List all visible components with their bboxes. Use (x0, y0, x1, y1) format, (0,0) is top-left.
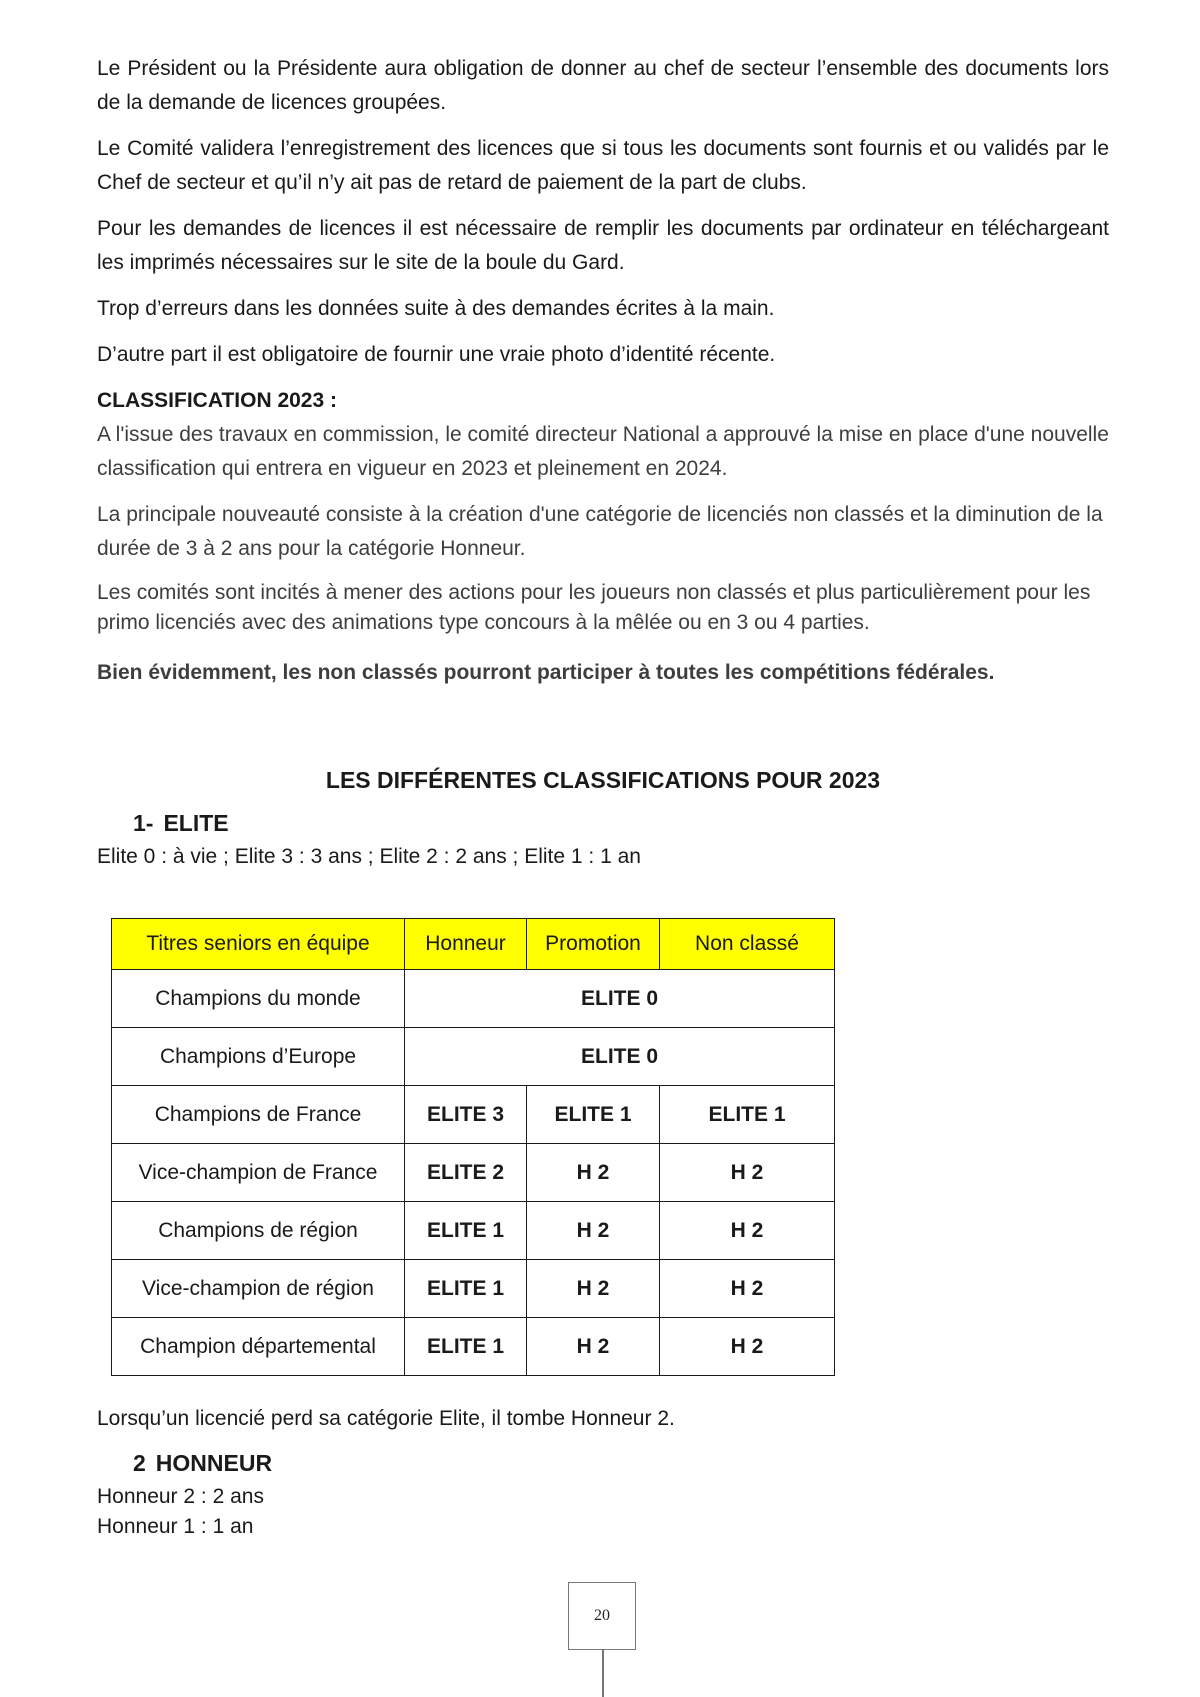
row-title: Vice-champion de France (112, 1144, 405, 1202)
paragraph-demandes: Pour les demandes de licences il est nécessaire de remplir les documents par ordinateur en téléchargeant les imprimés nécessaires sur le site de la boule du Gard. (97, 217, 1109, 274)
document-page (97, 52, 1109, 1542)
row-title: Vice-champion de région (112, 1260, 405, 1318)
row-merged-value: ELITE 0 (405, 1028, 835, 1086)
table-row (112, 1318, 835, 1376)
cell-non-classe: H 2 (660, 1144, 835, 1202)
header-honneur: Honneur (405, 919, 527, 970)
table-row (112, 1086, 835, 1144)
honneur-line-2: Honneur 2 : 2 ans (97, 1485, 264, 1508)
cell-non-classe: H 2 (660, 1318, 835, 1376)
table-row (112, 1144, 835, 1202)
honneur-line-1: Honneur 1 : 1 an (97, 1515, 254, 1538)
cell-honneur: ELITE 3 (405, 1086, 527, 1144)
classification-comites: Les comités sont incités à mener des actions pour les joueurs non classés et plus particulièrement pour les primo licenciés avec des animations type concours à la mêlée ou en 3 ou 4 parties. (97, 581, 1091, 634)
classification-intro: A l'issue des travaux en commission, le comité directeur National a approuvé la mise en place d'une nouvelle classification qui entrera en vigueur en 2023 et pleinement en 2024. (97, 423, 1109, 480)
cell-promotion: ELITE 1 (527, 1086, 660, 1144)
cell-honneur: ELITE 1 (405, 1202, 527, 1260)
paragraph-photo: D’autre part il est obligatoire de fournir une vraie photo d’identité récente. (97, 343, 776, 366)
table-row (112, 1028, 835, 1086)
row-title: Champion départemental (112, 1318, 405, 1376)
classification-table (111, 918, 835, 1376)
page-number-line (602, 1650, 604, 1697)
honneur-number: 2 (133, 1450, 146, 1476)
elite-description: Elite 0 : à vie ; Elite 3 : 3 ans ; Elite 2 : 2 ans ; Elite 1 : 1 an (97, 845, 641, 868)
cell-promotion: H 2 (527, 1202, 660, 1260)
table-row (112, 1260, 835, 1318)
row-title: Champions du monde (112, 970, 405, 1028)
paragraph-president: Le Président ou la Présidente aura obligation de donner au chef de secteur l’ensemble des documents lors de la demande de licences groupées. (97, 57, 1109, 114)
header-promotion: Promotion (527, 919, 660, 970)
row-title: Champions de France (112, 1086, 405, 1144)
elite-title: ELITE (163, 810, 229, 836)
elite-heading (133, 804, 1109, 842)
cell-honneur: ELITE 2 (405, 1144, 527, 1202)
cell-promotion: H 2 (527, 1260, 660, 1318)
cell-non-classe: H 2 (660, 1260, 835, 1318)
classification-nouveaute: La principale nouveauté consiste à la création d'une catégorie de licenciés non classés et la diminution de la durée de 3 à 2 ans pour la catégorie Honneur. (97, 503, 1103, 560)
elite-loss-note: Lorsqu’un licencié perd sa catégorie Elite, il tombe Honneur 2. (97, 1407, 675, 1430)
cell-promotion: H 2 (527, 1318, 660, 1376)
header-titres: Titres seniors en équipe (112, 919, 405, 970)
cell-honneur: ELITE 1 (405, 1260, 527, 1318)
paragraph-erreurs: Trop d’erreurs dans les données suite à des demandes écrites à la main. (97, 297, 775, 320)
row-title: Champions d’Europe (112, 1028, 405, 1086)
cell-non-classe: H 2 (660, 1202, 835, 1260)
row-title: Champions de région (112, 1202, 405, 1260)
elite-number: 1- (133, 810, 154, 836)
classification-non-classes: Bien évidemment, les non classés pourront participer à toutes les compétitions fédérales. (97, 661, 995, 684)
table-row (112, 970, 835, 1028)
cell-non-classe: ELITE 1 (660, 1086, 835, 1144)
paragraph-comite: Le Comité validera l’enregistrement des licences que si tous les documents sont fournis et ou validés par le Chef de secteur et qu’il n’y ait pas de retard de paiement de la part de clubs. (97, 137, 1109, 194)
page-number: 20 (568, 1582, 636, 1650)
section-title: LES DIFFÉRENTES CLASSIFICATIONS POUR 2023 (325, 767, 881, 793)
table-header-row (112, 919, 835, 970)
cell-honneur: ELITE 1 (405, 1318, 527, 1376)
table-row (112, 1202, 835, 1260)
header-non-classe: Non classé (660, 919, 835, 970)
honneur-title: HONNEUR (155, 1450, 273, 1476)
cell-promotion: H 2 (527, 1144, 660, 1202)
row-merged-value: ELITE 0 (405, 970, 835, 1028)
honneur-heading (133, 1444, 1109, 1482)
classification-heading: CLASSIFICATION 2023 : (97, 389, 337, 412)
